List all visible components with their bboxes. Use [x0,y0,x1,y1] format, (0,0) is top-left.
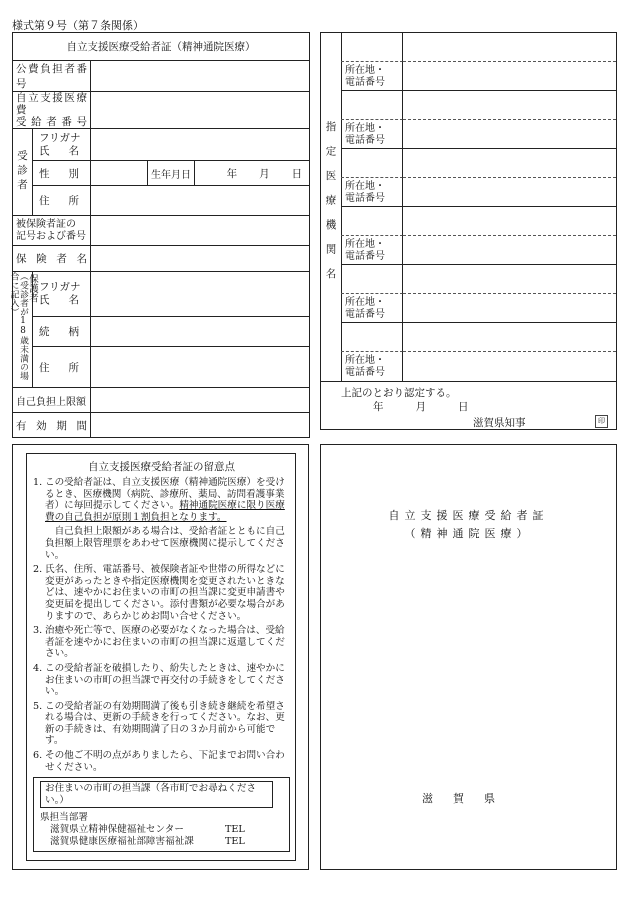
institution-name-value [403,33,616,62]
institution-name-label-cell [341,91,403,120]
guardian-address-value [91,347,310,388]
gender-label: 性別 [33,161,91,186]
notes-inner-box [26,453,296,861]
note-item: 4. この受給者証を破損したり、紛失したときは、速やかにお住まいの市町の担当課で再交付の手続きをしてください。 [33,662,285,698]
certificate-table [8,32,310,438]
institution-name-label-cell [341,149,403,178]
address-label: 住所 [33,186,91,216]
form-id: 様式第９号（第７条関係） [12,19,144,32]
institution-name-value [403,207,616,236]
institution-name-value [403,323,616,352]
contact-office-1: 滋賀県立精神保健福祉センター [50,824,184,836]
institution-row [341,207,616,265]
institution-name-label-cell [341,33,403,62]
cover-prefecture: 滋賀県 [422,792,515,805]
issuer-name: 滋賀県知事 [473,417,526,429]
birthdate-label: 生年月日 [148,161,195,186]
note-item: 自己負担上限額がある場合は、受給者証とともに自己負担額上限管理票をあわせて医療機関に提示してください。 [45,526,285,561]
patient-name-label: フリガナ 氏名 [33,129,91,161]
birth-day-label: 日 [291,167,303,180]
institution-name-label-cell [341,265,403,294]
note-item: 6. その他ご不明の点がありましたら、下記までお問い合わせください。 [33,750,285,773]
relation-label: 続柄 [33,317,91,347]
institution-address-label: 所在地・ 電話番号 [341,62,403,91]
institution-address-label: 所在地・ 電話番号 [341,294,403,323]
notes-outer-box [12,444,309,870]
guardian-name-value [91,272,310,317]
public-payer-no-value [91,61,310,92]
seal-mark: 印 [595,415,608,428]
institution-row [341,323,616,381]
contact-municipal: お住まいの市町の担当課（各市町でお尋ねください。） [40,781,273,808]
institution-address-value [403,294,616,323]
institution-address-label: 所在地・ 電話番号 [341,120,403,149]
insurance-no-label: 被保険者証の 記号および番号 [13,216,91,246]
institution-address-label: 所在地・ 電話番号 [341,178,403,207]
note-item: 3. 治癒や死亡等で、医療の必要がなくなった場合は、受給者証を速やかにお住まいの市町の担当課に返還してください。 [33,625,285,660]
institution-address-label: 所在地・ 電話番号 [341,352,403,381]
note-item: 2. 氏名、住所、電話番号、被保険者証や世帯の所得などに変更があったときや指定医療機関を変更されたいときなどは、速やかにお住まいの市町の担当課に変更申請書や変更届を提出してください。添付書類が必要な場合がありますので、あらかじめお問い合せください。 [33,564,285,622]
institution-name-value [403,149,616,178]
valid-period-value [91,413,310,438]
institution-name-value [403,265,616,294]
guardian-address-label: 住所 [33,347,91,388]
contact-box [33,777,290,852]
institutions-box [320,32,617,430]
cover-subtitle: （精神通院医療） [404,527,533,540]
institution-name-value [403,91,616,120]
birth-year-label: 年 [226,167,238,180]
institution-address-value [403,120,616,149]
institution-address-value [403,62,616,91]
institution-row [341,91,616,149]
birthdate-value [195,161,310,186]
recipient-no-label: 自立支援医療費 受給者番号 [13,92,91,129]
valid-period-label: 有効期間 [13,413,91,438]
notes-title: 自立支援医療受給者証の留意点 [88,461,235,473]
institution-row [341,33,616,91]
copay-limit-label: 自己負担上限額 [13,388,91,413]
public-payer-no-label: 公費負担者番号 [13,61,91,92]
contact-pref-label: 県担当部署 [40,812,88,824]
insurance-no-value [91,216,310,246]
guardian-group-label: 保護者 （受診者が18歳未満の場合に記入） [13,272,33,388]
approval-date: 年 月 日 [373,401,469,413]
contact-tel-1: TEL [225,824,245,836]
address-value [91,186,310,216]
institution-address-label: 所在地・ 電話番号 [341,236,403,265]
contact-office-2: 滋賀県健康医療福祉部障害福祉課 [50,835,194,847]
insurer-name-value [91,246,310,272]
cover-title: 自立支援医療受給者証 [388,509,549,522]
cover-box [320,444,617,870]
guardian-name-label: フリガナ 氏名 [33,272,91,317]
birth-month-label: 月 [259,167,270,180]
certificate-title: 自立支援医療受給者証（精神通院医療） [13,33,310,61]
copay-limit-value [91,388,310,413]
note-item: 1. この受給者証は、自立支援医療（精神通院医療）を受けるとき、医療機関（病院、診療所、薬局、訪問看護事業者）に毎回提示してください。精神通院医療に限り医療費の自己負担が原則１割負担となります。 [33,477,285,523]
institution-address-value [403,178,616,207]
institution-address-value [403,236,616,265]
note-item: 5. この受給者証の有効期間満了後も引き続き継続を希望される場合は、更新の手続きを行ってください。なお、更新の手続きは、有効期間満了日の３か月前から可能です。 [33,700,285,747]
institution-row [341,149,616,207]
relation-value [91,317,310,347]
patient-name-value [91,129,310,161]
institution-name-label-cell [341,323,403,352]
contact-tel-2: TEL [225,835,245,847]
institution-name-label-cell [341,207,403,236]
institution-address-value [403,352,616,381]
gender-value [91,161,148,186]
patient-group-label: 受診者 [13,129,33,216]
insurer-name-label: 保険者名 [13,246,91,272]
institution-row [341,265,616,323]
recipient-no-value [91,92,310,129]
approval-statement: 上記のとおり認定する。 [341,387,457,399]
institution-side-label: 指定医療機関名 [321,33,342,381]
